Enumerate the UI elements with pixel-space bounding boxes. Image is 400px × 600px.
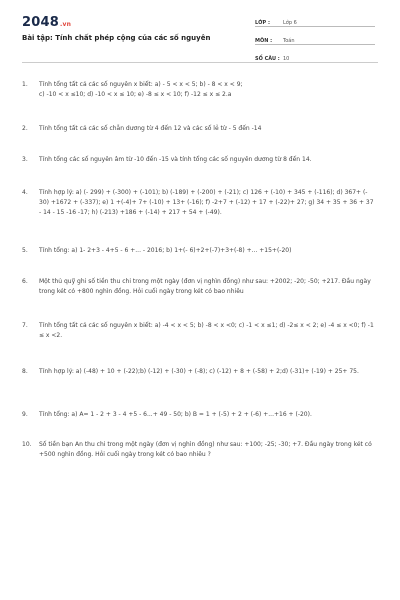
- page-title: Bài tập: Tính chất phép cộng của các số nguyên: [22, 34, 211, 42]
- question-9: [22, 410, 312, 420]
- question-8: [22, 367, 359, 377]
- class-value: Lớp 6: [283, 20, 297, 26]
- count-label: SỐ CÂU :: [255, 56, 280, 62]
- logo-tld: .vn: [59, 21, 72, 28]
- question-number: 1.: [22, 81, 28, 88]
- question-5: [22, 246, 291, 256]
- question-number: 10.: [22, 441, 32, 448]
- question-number: 8.: [22, 368, 28, 375]
- question-6: [22, 277, 377, 297]
- header-divider: [22, 62, 378, 63]
- question-text: Số tiền bạn An thu chi trong một ngày (đơn vị nghìn đồng) như sau: +100; -25; -30; +7. Đầu ngày trong két có +500 nghìn đồng. Hỏi cuối ngày trong két có bao nhiêu ?: [39, 441, 372, 458]
- question-10: [22, 440, 377, 460]
- question-text: Một thủ quỹ ghi số tiền thu chi trong một ngày (đơn vị nghìn đồng) như sau: +2002; -20; -50; +217. Đầu ngày trong két có +800 nghìn đồng. Hỏi cuối ngày trong két có bao nhiêu: [39, 278, 371, 295]
- question-text: Tính tổng: a) A= 1 - 2 + 3 - 4 +5 - 6...+ 49 - 50; b) B = 1 + (-5) + 2 + (-6) +...+16 + (-20).: [39, 411, 312, 418]
- question-text: Tính tổng tất cả các số nguyên x biết: a) - 5 < x < 5; b) - 8 < x < 9; c) -10 < x ≤10; d) -10 < x ≤ 10; e) -8 ≤ x < 10; f) -12 ≤ x ≤ 2.a: [39, 81, 243, 98]
- meta-row-subject: [255, 33, 375, 45]
- question-number: 9.: [22, 411, 28, 418]
- question-number: 7.: [22, 322, 28, 329]
- logo-number: 2048: [22, 15, 59, 30]
- question-number: 5.: [22, 247, 28, 254]
- question-number: 6.: [22, 278, 28, 285]
- question-text: Tính tổng: a) 1- 2+3 - 4+5 - 6 +... - 2016; b) 1+(- 6)+2+(-7)+3+(-8) +... +15+(-20): [39, 247, 292, 254]
- question-number: 4.: [22, 189, 28, 196]
- question-1: [22, 80, 243, 100]
- question-3: [22, 155, 312, 165]
- question-4: [22, 188, 377, 218]
- question-text: Tính tổng tất cả các số nguyên x biết: a) -4 < x < 5; b) -8 < x <0; c) -1 < x ≤1; d) -2≤ x < 2; e) -4 ≤ x <0; f) -1 ≤ x <2.: [39, 322, 374, 339]
- class-label: LỚP :: [255, 20, 270, 26]
- question-7: [22, 321, 377, 341]
- question-2: [22, 124, 261, 134]
- question-text: Tính hợp lý: a) (- 299) + (-300) + (-101); b) (-189) + (-200) + (-21); c) 126 + (-10) + 345 + (-116); d) 367+ (- 30) +1672 + (-337); e) 1 +(-4)+ 7+ (-10) + 13+ (-16); f) -2+7 + (-12) + 17 + (-22)+ 27; g) 34 + 35 + 36 + 37 - 14 - 15 -16 -17; h) (-213) +186 + (-14) + 217 + 54 + (-49).: [39, 189, 374, 216]
- question-number: 2.: [22, 125, 28, 132]
- meta-row-class: [255, 15, 375, 27]
- site-logo[interactable]: [22, 15, 71, 30]
- question-text: Tính tổng tất cả các số chẵn dương từ 4 đến 12 và các số lẻ từ - 5 đến -14: [39, 125, 262, 132]
- subject-value: Toán: [283, 38, 295, 44]
- subject-label: MÔN :: [255, 38, 273, 44]
- question-number: 3.: [22, 156, 28, 163]
- count-value: 10: [283, 56, 290, 62]
- question-text: Tính hợp lý: a) (-48) + 10 + (-22);b) (-12) + (-30) + (-8); c) (-12) + 8 + (-58) + 2;d) (-31)+ (-19) + 25+ 75.: [39, 368, 359, 375]
- meta-info: [255, 15, 375, 69]
- question-text: Tính tổng các số nguyên âm từ -10 đến -15 và tính tổng các số nguyên dương từ 8 đến 14.: [39, 156, 312, 163]
